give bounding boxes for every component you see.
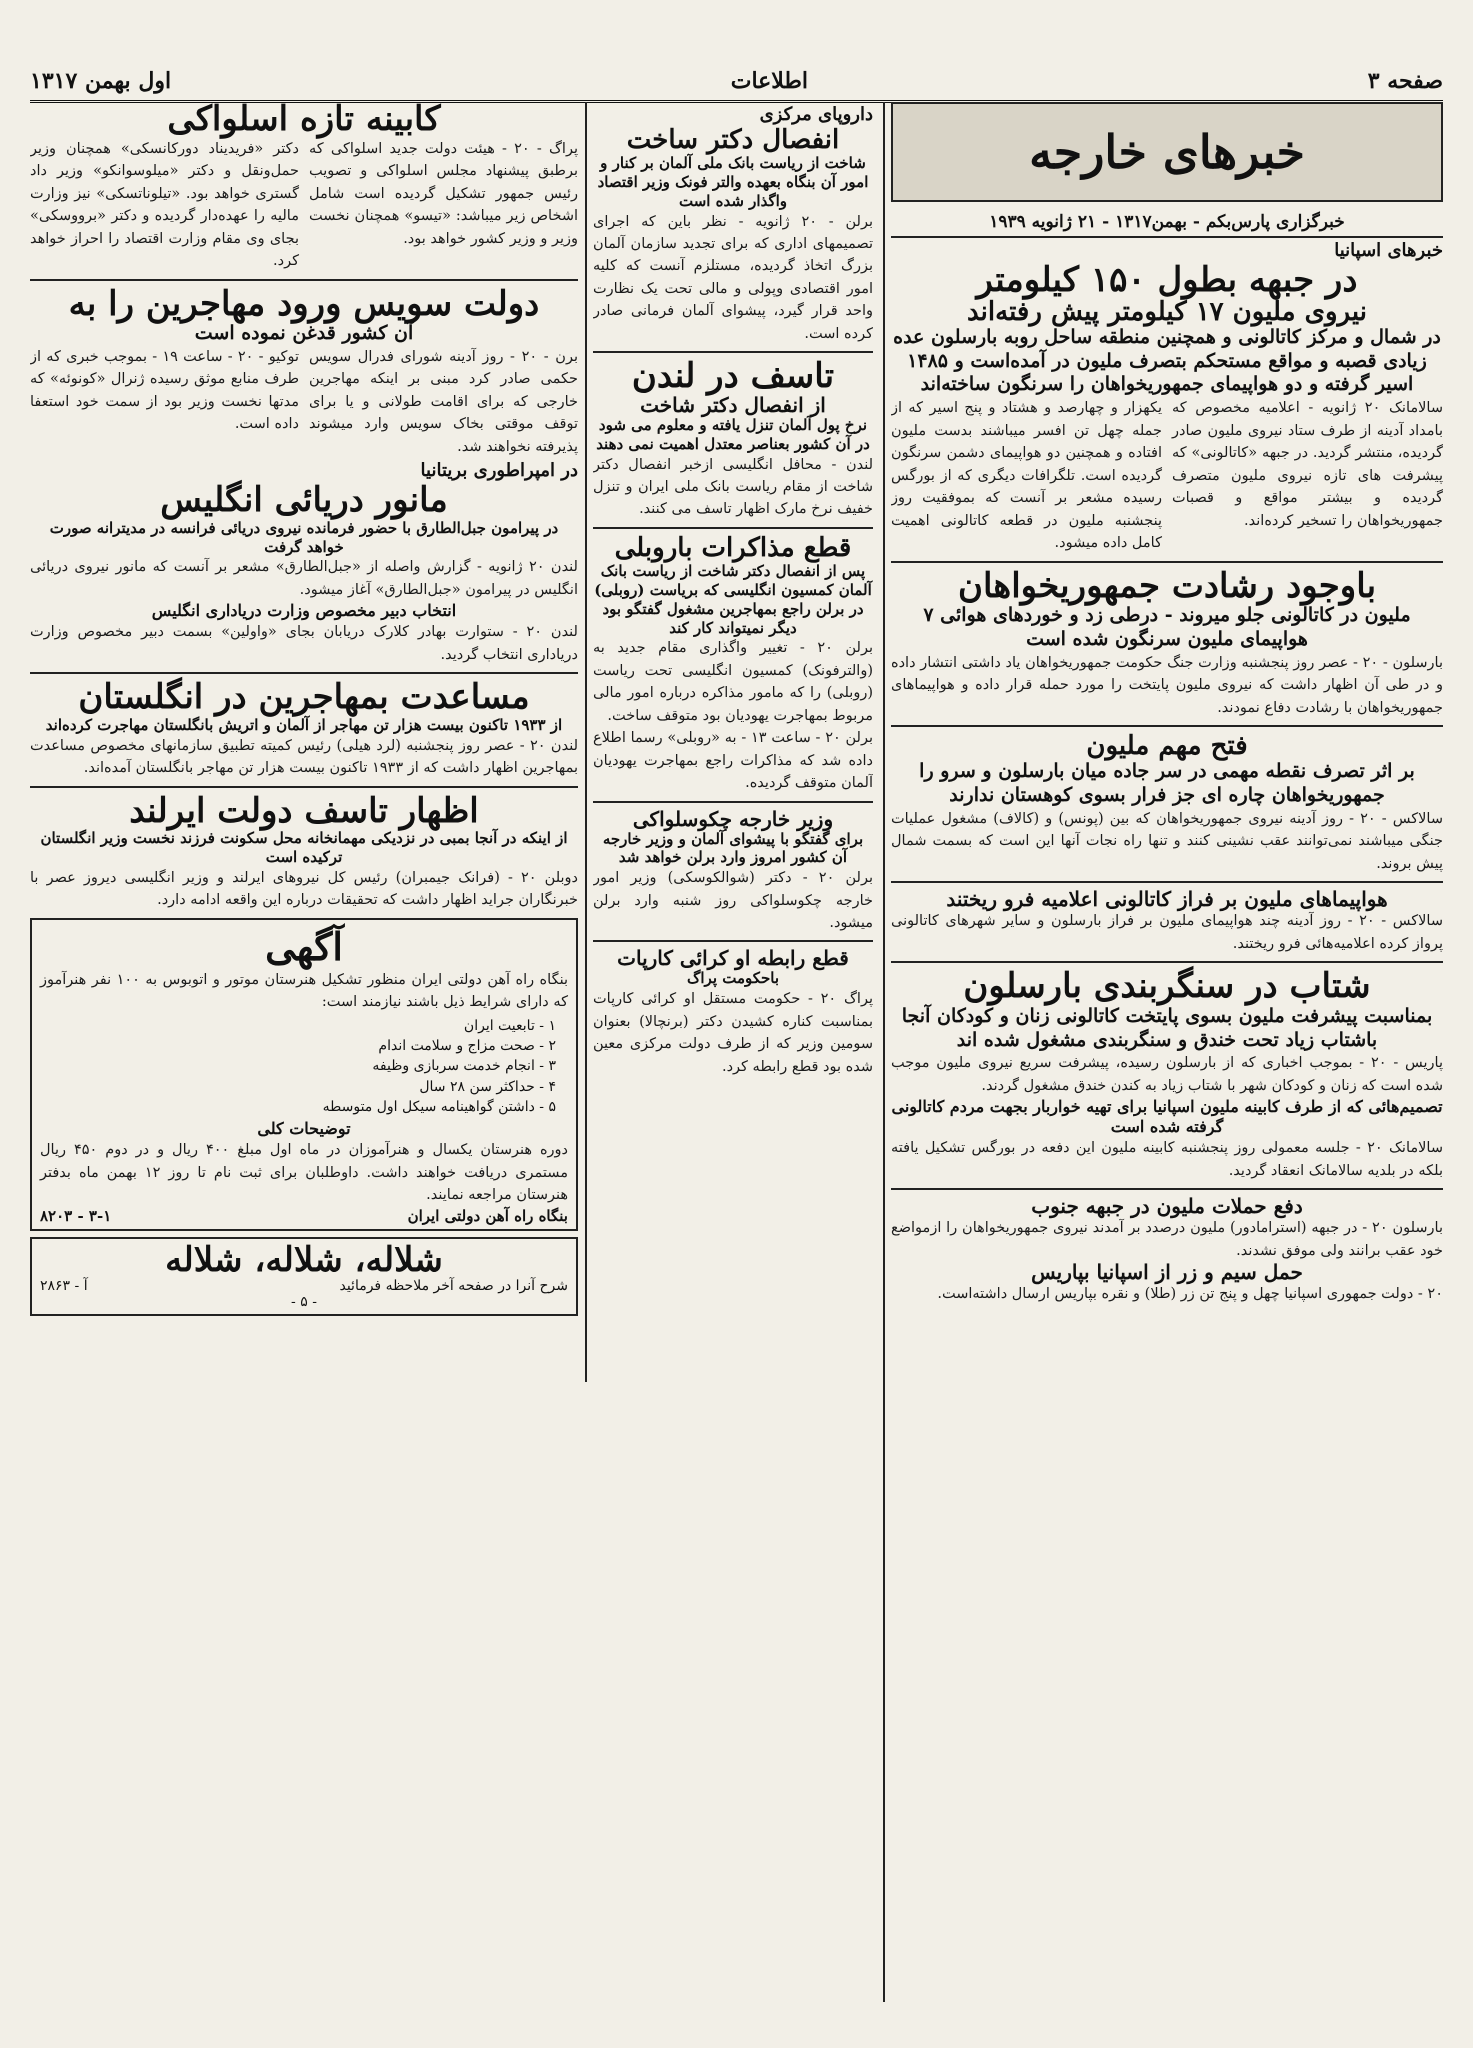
section-label: در امپراطوری بریتانیا <box>420 460 578 482</box>
headline: باوجود رشادت جمهوریخواهان <box>957 565 1377 606</box>
headline: مساعدت بمهاجرین در انگلستان <box>78 677 530 718</box>
article-body: پاریس - ۲۰ - بموجب اخباری که از بارسلون رسیده، پیشرفت سریع نیروی ملیون موجب شده است که زنان و کودکان شهر با شتاب زیاد به کندن خندق مشغول گردند. <box>891 1055 1443 1094</box>
header-page-number: صفحه ۳ <box>1367 68 1443 94</box>
headline: تاسف در لندن <box>631 356 835 397</box>
promo-box <box>30 1237 578 1317</box>
list-item: ۲ - صحت مزاج و سلامت اندام <box>378 1038 556 1055</box>
article-body: پراگ ۲۰ - حکومت مستقل او کرائی کارپات بمناسبت کناره کشیدن دکتر (برنچالا) بعنوان سومین وزیر که از طرف دولت مرکزی معین شده بود قطع رابطه کرد. <box>593 991 873 1075</box>
advertisement-box <box>30 918 578 1231</box>
subheadline: انتخاب دبیر مخصوص وزارت دریاداری انگلیس <box>151 601 457 621</box>
article-body: بارسلون - ۲۰ - عصر روز پنجشنبه وزارت جنگ حکومت جمهوریخواهان یاد داشتی انتشار داده و در طی آن اظهار داشت که نیروی ملیون پایتخت را مورد حمله قرار داده و هواپیماهای جمهوریخواهان با رشادت دفاع نمودند. <box>891 654 1443 716</box>
ad-intro: بنگاه راه آهن دولتی ایران منظور تشکیل هنرستان موتور و اتوبوس به ۱۰۰ نفر هنرآموز که دارای شرایط ذیل باشند نیازمند است: <box>40 971 568 1011</box>
article-body: توکیو - ۲۰ - ساعت ۱۹ - بموجب خبری که از طرف منابع موثق رسیده ژنرال «کونوئه» که مدتها نخست وزیر بود از سمت خود استعفا داده است. <box>30 348 299 433</box>
headline: در جبهه بطول ۱۵۰ کیلومتر <box>976 260 1358 300</box>
headline: مانور دریائی انگلیس <box>160 480 448 521</box>
promo-code: آ - ۲۸۶۳ <box>40 1278 88 1295</box>
article-body: سالامانک ۲۰ ژانویه - اعلامیه مخصوص که بامداد آدینه از طرف ستاد نیروی ملیون صادر گردیده، منتشر گردید. در جبهه «کاتالونی» که پیشرفت های تازه نیروی ملیون متصرف گردیده و بیشتر مواقع و قصبات جمهوریخواهان را تسخیر کرده‌اند. <box>1172 400 1443 529</box>
subheadline: نرخ پول آلمان تنزل یافته و معلوم می شود در آن کشور بعناصر معتدل اهمیت نمی دهند <box>596 416 870 453</box>
article-body: پراگ - ۲۰ - هیئت دولت جدید اسلواکی که برطبق پیشنهاد مجلس اسلواکی و تصویب رئیس جمهور تشکیل گردیده است شامل اشخاص زیر میباشد: «تیسو» همچنان نخست وزیر و وزیر کشور خواهد بود. <box>309 140 578 247</box>
ad-title: آگهی <box>265 923 343 969</box>
headline: شتاب در سنگربندی بارسلون <box>963 966 1371 1007</box>
article-body: یکهزار و چهارصد و هشتاد و پنج اسیر که از جمله چهل تن افسر میباشند بدست ملیون افتاده و همچنین دو هواپیمای دشمن سرنگون گردیده است. تلگرافات دیگری که از بورگس رسیده مشعر بر آنست که بموفقیت روز پنجشنبه ملیون در قطعه کاتالونی اهمیت کامل داده میشود. <box>891 400 1162 552</box>
article-body: لندن ۲۰ ژانویه - گزارش واصله از «جبل‌الطارق» مشعر بر آنست که مانور نیروی دریائی انگلیس در پیرامون «جبل‌الطارق» آغاز میشود. <box>30 559 578 598</box>
ad-subtitle: توضیحات کلی <box>257 1119 351 1139</box>
section-label: خبرهای اسپانیا <box>1334 240 1443 261</box>
list-item: ۳ - انجام خدمت سربازی وظیفه <box>372 1058 556 1075</box>
ad-footer: بنگاه راه آهن دولتی ایران <box>407 1206 568 1225</box>
promo-title: شلاله، شلاله، شلاله <box>165 1239 443 1280</box>
article-body: دوبلن ۲۰ - (فرانک جیمبران) رئیس کل نیروهای ایرلند و وزیر انگلیسی دیروز عصر با خبرنگاران جراید اظهار داشت که تحقیقات درباره این واقعه ادامه دارد. <box>30 869 578 909</box>
ad-requirements <box>40 1016 568 1117</box>
subheadline: در پیرامون جبل‌الطارق با حضور فرمانده نیروی دریائی فرانسه در مدیترانه صورت خواهد گرفت <box>49 518 559 556</box>
subheadline: از ۱۹۳۳ تاکنون بیست هزار تن مهاجر از آلمان و اتریش بانگلستان مهاجرت کرده‌اند <box>45 716 563 735</box>
subheadline: آن کشور قدغن نموده است <box>194 322 414 345</box>
foreign-news-banner: خبرهای خارجه <box>891 102 1443 202</box>
subheadline: تصمیم‌هائی که از طرف کابینه ملیون اسپانیا برای تهیه خواربار بجهت مردم کاتالونی گرفته شده است <box>891 1097 1443 1137</box>
section-label: دارو‌پای مرکزی <box>759 104 873 125</box>
header-paper-name: اطلاعات <box>730 68 809 94</box>
headline: قطع رابطه او کرائی کارپات <box>617 946 849 971</box>
article-body: دکتر «فریدیناد دورکانسکی» همچنان وزیر حمل‌ونقل و دکتر «میلوسوانکو» وزیر داد گستری خواهد بود. «تیلوناتسکی» نیز وزارت مالیه را عهده‌دار گردیده و دکتر «برووسکی» بجای وی مقام وزارت اقتصاد را احراز خواهد کرد. <box>30 140 299 270</box>
headline: وزیر خارجه چکوسلواکی <box>632 806 834 831</box>
subheadline: باحکومت پراگ <box>686 969 780 988</box>
ad-code: ۳-۱ - ۸۲۰۳ <box>40 1206 112 1225</box>
article-body: برلن ۲۰ - تغییر واگذاری مقام جدید به (والترفونک) کمسیون انگلیسی تحت ریاست (روبلی) را که مامور مذاکره درباره امور مالی مربوط بمهاجرت یهودیان بود متوقف ساخت. <box>593 640 873 724</box>
article-body: سالاکس - ۲۰ - روز آدینه چند هواپیمای ملیون بر فراز بارسلون و سایر شهرهای کاتالونی پرواز کرده اعلامیه‌هائی فرو ریختند. <box>891 913 1443 952</box>
promo-subtitle: شرح آنرا در صفحه آخر ملاحظه فرمائید <box>339 1278 568 1295</box>
header-date: اول بهمن ۱۳۱۷ <box>30 68 172 94</box>
column-divider <box>585 102 587 1382</box>
headline: دفع حملات ملیون در جبهه جنوب <box>1031 1194 1303 1219</box>
headline: حمل سیم و زر از اسپانیا بپاریس <box>1031 1260 1303 1285</box>
article-body: سالامانک ۲۰ - جلسه معمولی روز پنجشنبه کابینه ملیون این دفعه در بورگس تشکیل یافته بلکه در بلدیه سالامانک انعقاد گردید. <box>891 1140 1443 1179</box>
headline: انفصال دکتر ساخت <box>626 125 840 155</box>
agency-byline: خبرگزاری پارس‌بکم - بهمن۱۳۱۷ - ۲۱ ژانویه ۱۹۳۹ <box>891 208 1443 238</box>
list-item: ۵ - داشتن گواهینامه سیکل اول متوسطه <box>322 1098 556 1115</box>
article-body: برن - ۲۰ - روز آدینه شورای فدرال سویس حکمی صادر کرد مبنی بر اینکه مهاجرین خارجی که برای اقامت طولانی و یا برای توقف موقتی بخاک سویس وارد میشوند پذیرفته نخواهند شد. <box>309 348 578 455</box>
subheadline: شاخت از ریاست بانک ملی آلمان بر کنار و امور آن بنگاه بعهده والتر فونک وزیر اقتصاد واگذار شده است <box>597 154 869 210</box>
headline: فتح مهم ملیون <box>1086 731 1248 762</box>
article-body: لندن - محافل انگلیسی ازخبر انفصال دکتر شاخت از مقام ریاست بانک ملی ایران و تنزل خفیف نرخ مارک اظهار تاسف می کنند. <box>593 456 873 518</box>
headline: دولت سویس ورود مهاجرین را به <box>68 283 540 324</box>
headline: قطع مذاکرات باروبلی <box>614 532 852 563</box>
left-news-column <box>30 102 578 2032</box>
page-header <box>30 66 1443 103</box>
article-body: سالاکس - ۲۰ - روز آدینه نیروی جمهوریخواهان که بین (پونس) و (کالاف) مشغول عملیات جنگی میباشند نمی‌توانند عقب نشینی کنند و تنها راه نجات آنها این است که بسمت شمال پیش بروند. <box>891 810 1443 872</box>
column-divider <box>883 102 885 2002</box>
article-body: ۲۰ - دولت جمهوری اسپانیا چهل و پنج تن زر (طلا) و نقره بپاریس ارسال داشته‌است. <box>937 1286 1443 1303</box>
headline: هواپیماهای ملیون بر فراز کاتالونی اعلامیه فرو ریختند <box>946 887 1388 912</box>
list-item: ۱ - تابعیت ایران <box>463 1017 556 1034</box>
central-europe-column <box>593 102 873 2032</box>
headline: کابینه تازه اسلواکی <box>167 102 441 139</box>
subheadline: از اینکه در آنجا بمبی در نزدیکی مهمانخانه محل سکونت فرزند نخست وزیر انگلستان ترکیده است <box>40 829 568 867</box>
foreign-news-column <box>891 102 1443 2032</box>
article-body: بارسلون ۲۰ - در جبهه (استرامادور) ملیون درصدد بر آمدند نیروی جمهوریخواهان را ازمواضع خود عقب برانند ولی موفق نشدند. <box>891 1220 1443 1259</box>
article-body: لندن ۲۰ - ستوارت بهادر کلارک دریابان بجای «واولین» بسمت دبیر مخصوص وزارت دریاداری انتخاب گردید. <box>30 624 578 663</box>
headline: اظهار تاسف دولت ایرلند <box>129 790 479 831</box>
headline: نیروی ملیون ۱۷ کیلومتر پیش رفته‌اند <box>967 296 1367 327</box>
article-body: برلن - ۲۰ ژانویه - نظر باین که اجرای تصمیمهای اداری که برای تجدید سازمان آلمان بزرگ اتخاذ گردیده، مستلزم آنست که کلیه امور اقتصادی وپولی و مالی تحت یک نظارت واحد قرار گیرد، پیشوای آلمان فرمانی صادر کرده است. <box>593 213 873 342</box>
article-body: لندن ۲۰ - عصر روز پنجشنبه (لرد هیلی) رئیس کمیته تطبیق سازمانهای مخصوص مساعدت بمهاجرین اظهار داشت که از ۱۹۳۳ تاکنون بیست هزار تن مهاجر بانگلستان آمده‌اند. <box>30 737 578 777</box>
article-body: برلن ۲۰ - دکتر (شوالکوسکی) وزیر امور خارجه چکوسلواکی روز شنبه وارد برلن میشود. <box>593 870 873 931</box>
page-number: - ۵ - <box>291 1294 317 1311</box>
subheadline: پس از انفصال دکتر شاخت از ریاست بانک آلمان کمسیون انگلیسی که بریاست (روبلی) در برلن راجع بمهاجرین مشغول گفتگو بود دیگر نمیتواند کار کند <box>594 562 872 637</box>
subheadline: ملیون در کاتالونی جلو میروند - درطی زد و خوردهای هوائی ۷ هواپیمای ملیون سرنگون شده است <box>923 604 1411 650</box>
subheadline: برای گفتگو با پیشوای آلمان و وزیر خارجه آن کشور امروز وارد برلن خواهد شد <box>602 829 864 867</box>
subheadline: بمناسبت پیشرفت ملیون بسوی پایتخت کاتالونی زنان و کودکان آنجا باشتاب زیاد تحت خندق و سنگربندی مشغول شده اند <box>901 1004 1433 1051</box>
article-body: برلن ۲۰ - ساعت ۱۳ - به «روبلی» رسما اطلاع داده شد که مذاکرات راجع بمهاجرت یهودیان آلمان متوقف گردیده. <box>593 730 873 792</box>
subheadline: در شمال و مرکز کاتالونی و همچنین منطقه ساحل روبه بارسلون عده زیادی قصبه و مواقع مستحکم بتصرف ملیون در آمده‌است و ۱۴۸۵ اسیر گرفته و دو هواپیمای جمهوریخواهان را سرنگون ساخته‌اند <box>893 325 1441 396</box>
headline: از انفصال دکتر شاخت <box>640 393 826 418</box>
list-item: ۴ - حداکثر سن ۲۸ سال <box>419 1078 556 1095</box>
subheadline: بر اثر تصرف نقطه مهمی در سر جاده میان بارسلون و سرو را جمهوریخواهان چاره ای جز فرار بسوی کوهستان ندارند <box>919 760 1415 807</box>
ad-body: دوره هنرستان یکسال و هنرآموزان در ماه اول مبلغ ۴۰۰ ریال و در دوم ۴۵۰ ریال مستمری دریافت خواهند داشت. داوطلبان برای ثبت نام تا روز ۱۲ بهمن ماه بدفتر هنرستان مراجعه نمایند. <box>40 1142 569 1204</box>
